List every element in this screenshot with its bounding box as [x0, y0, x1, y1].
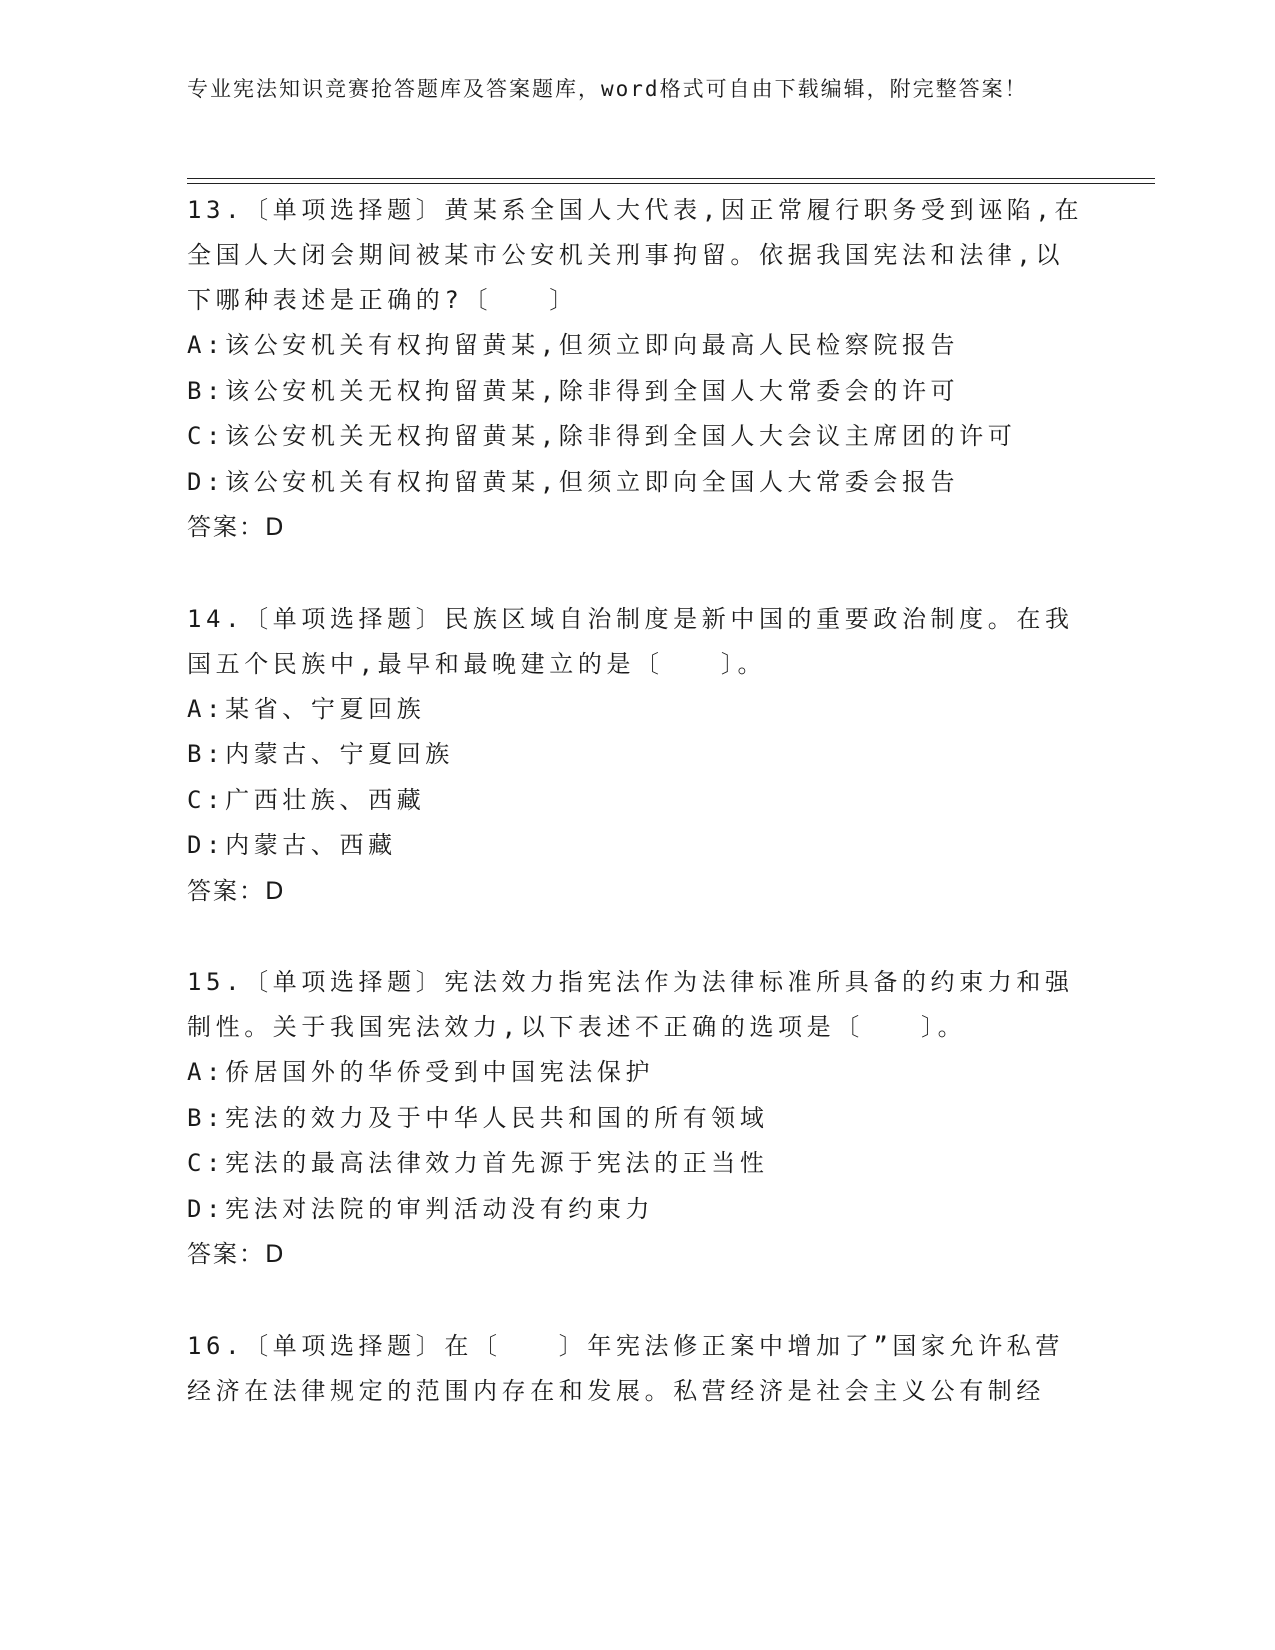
- question-16: [187, 1324, 1087, 1414]
- question-stem: 16.〔单项选择题〕在〔 〕年宪法修正案中增加了”国家允许私营经济在法律规定的范围内存在和发展。私营经济是社会主义公有制经: [187, 1331, 1064, 1405]
- answer-line: 答案：D: [187, 1240, 286, 1268]
- question-stem: 15.〔单项选择题〕宪法效力指宪法作为法律标准所具备的约束力和强制性。关于我国宪法效力,以下表述不正确的选项是〔 〕。: [187, 968, 1074, 1041]
- question-stem: 14.〔单项选择题〕民族区域自治制度是新中国的重要政治制度。在我国五个民族中,最早和最晚建立的是〔 〕。: [187, 604, 1074, 678]
- question-14: [187, 597, 1087, 915]
- option-d: D:内蒙古、西藏: [187, 831, 397, 859]
- option-c: C:宪法的最高法律效力首先源于宪法的正当性: [187, 1149, 769, 1177]
- document-header: 专业宪法知识竞赛抢答题库及答案题库，word格式可自由下载编辑，附完整答案！: [187, 77, 1028, 101]
- option-a: A:该公安机关有权拘留黄某,但须立即向最高人民检察院报告: [187, 331, 960, 359]
- option-d: D:宪法对法院的审判活动没有约束力: [187, 1194, 655, 1223]
- header-divider-top: [187, 178, 1155, 179]
- option-c: C:该公安机关无权拘留黄某,除非得到全国人大会议主席团的许可: [187, 422, 1017, 450]
- option-b: B:内蒙古、宁夏回族: [187, 740, 454, 768]
- question-list: [187, 188, 1087, 1460]
- option-a: A:侨居国外的华侨受到中国宪法保护: [187, 1058, 655, 1086]
- option-a: A:某省、宁夏回族: [187, 694, 426, 723]
- question-13: [187, 188, 1087, 551]
- question-15: [187, 960, 1087, 1278]
- answer-line: 答案：D: [187, 876, 286, 905]
- option-d: D:该公安机关有权拘留黄某,但须立即向全国人大常委会报告: [187, 467, 960, 496]
- option-c: C:广西壮族、西藏: [187, 785, 426, 814]
- header-divider-bottom: [187, 183, 1155, 184]
- question-stem: 13.〔单项选择题〕黄某系全国人大代表,因正常履行职务受到诬陷,在全国人大闭会期间被某市公安机关刑事拘留。依据我国宪法和法律,以下哪种表述是正确的?〔 〕: [187, 196, 1084, 314]
- option-b: B:该公安机关无权拘留黄某,除非得到全国人大常委会的许可: [187, 376, 960, 405]
- option-b: B:宪法的效力及于中华人民共和国的所有领域: [187, 1103, 769, 1132]
- answer-line: 答案：D: [187, 513, 286, 541]
